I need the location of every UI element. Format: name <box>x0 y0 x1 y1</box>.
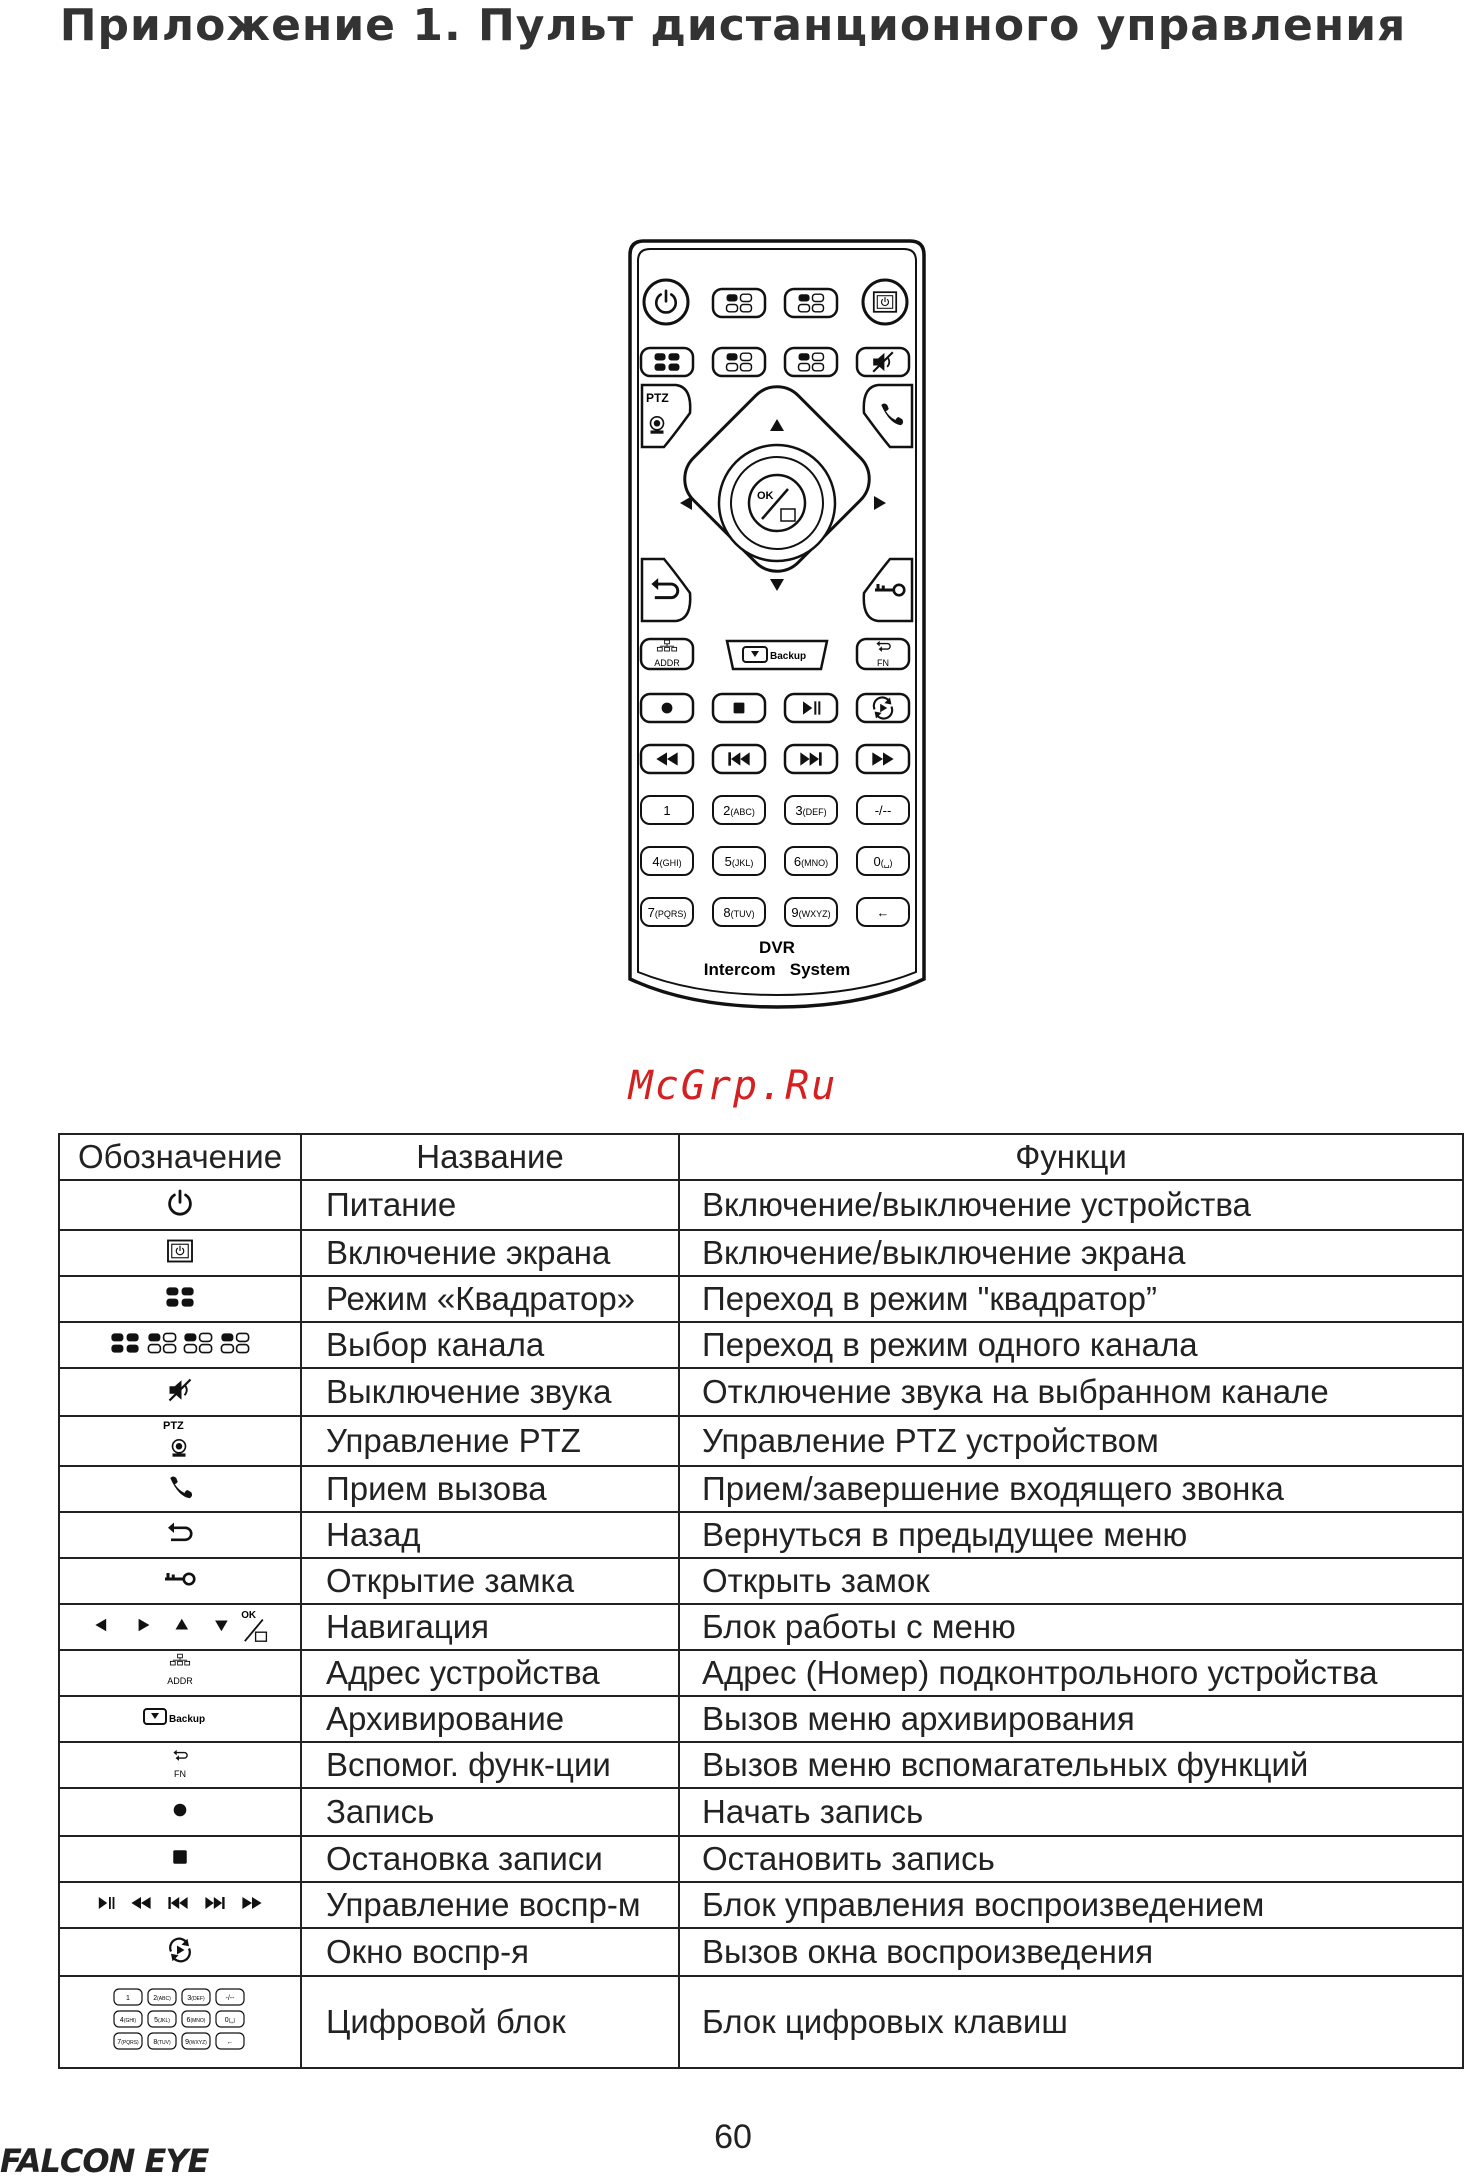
button-function: Управление PTZ устройством <box>679 1416 1463 1466</box>
svg-text:1: 1 <box>126 1994 130 2002</box>
button-name: Вспомог. функ-ции <box>301 1742 679 1788</box>
key-main-label: ← <box>876 905 890 920</box>
svg-text:-/--: -/-- <box>225 1994 235 2002</box>
key-main-label: 6 <box>793 854 802 869</box>
record-icon <box>59 1788 301 1836</box>
button-name: Назад <box>301 1512 679 1558</box>
table-row <box>59 1976 1463 2068</box>
svg-text:FN: FN <box>877 658 889 668</box>
key-sub-label: (DEF) <box>802 807 827 817</box>
playback-control-icons <box>59 1882 301 1928</box>
svg-text:PTZ: PTZ <box>163 1419 184 1432</box>
table-row <box>59 1512 1463 1558</box>
button-function: Открыть замок <box>679 1558 1463 1604</box>
svg-text:FN: FN <box>174 1768 186 1779</box>
button-name: Выключение звука <box>301 1368 679 1416</box>
table-row <box>59 1230 1463 1276</box>
key-sub-label: (␣) <box>880 858 893 868</box>
phone-icon <box>59 1466 301 1512</box>
fast-forward-button[interactable] <box>857 745 909 773</box>
backup-button[interactable] <box>727 641 827 669</box>
key-sub-label: (GHI) <box>659 858 682 868</box>
button-name: Управление воспр-м <box>301 1882 679 1928</box>
table-row <box>59 1836 1463 1882</box>
table-row <box>59 1558 1463 1604</box>
screen-power-button[interactable] <box>863 280 907 324</box>
numeric-key[interactable] <box>857 796 909 824</box>
svg-text:6(MNO): 6(MNO) <box>186 2016 206 2024</box>
next-button[interactable] <box>785 745 837 773</box>
table-row <box>59 1928 1463 1976</box>
svg-text:OK: OK <box>757 490 774 502</box>
navigation-icons <box>59 1604 301 1650</box>
key-main-label: 2 <box>723 803 731 818</box>
svg-text:-/-- <box>875 803 892 818</box>
table-row <box>59 1742 1463 1788</box>
numeric-key[interactable] <box>785 898 837 926</box>
numeric-key[interactable] <box>713 847 765 875</box>
rewind-button[interactable] <box>641 745 693 773</box>
key-main-label: 3 <box>795 803 803 818</box>
quad-mode-button[interactable] <box>641 348 693 376</box>
remote-brand-intercom: Intercom System <box>703 960 851 979</box>
button-name: Архивирование <box>301 1696 679 1742</box>
previous-button[interactable] <box>713 745 765 773</box>
button-function: Отключение звука на выбранном канале <box>679 1368 1463 1416</box>
key-icon <box>59 1558 301 1604</box>
key-main-label: -/-- <box>874 803 892 818</box>
screen-power-icon <box>59 1230 301 1276</box>
playback-window-button[interactable] <box>857 694 909 722</box>
table-row <box>59 1650 1463 1696</box>
brand-logo: FALCON EYE <box>0 2142 209 2180</box>
svg-text:Backup: Backup <box>770 651 807 662</box>
numeric-key[interactable] <box>641 898 693 926</box>
channel-button-c[interactable] <box>713 348 765 376</box>
button-function: Прием/завершение входящего звонка <box>679 1466 1463 1512</box>
button-function: Включение/выключение устройства <box>679 1180 1463 1230</box>
key-sub-label: (MNO) <box>801 858 829 868</box>
svg-text:2(ABC): 2(ABC) <box>153 1994 171 2002</box>
key-main-label: 5 <box>724 854 732 869</box>
table-header-row <box>59 1134 1463 1180</box>
button-name: Открытие замка <box>301 1558 679 1604</box>
svg-text:←: ← <box>226 2038 234 2046</box>
table-row <box>59 1696 1463 1742</box>
numeric-key[interactable] <box>785 796 837 824</box>
table-row <box>59 1322 1463 1368</box>
key-sub-label: (TUV) <box>730 909 755 919</box>
numeric-key[interactable] <box>857 847 909 875</box>
button-function: Вызов окна воспроизведения <box>679 1928 1463 1976</box>
key-sub-label: (WXYZ) <box>798 909 831 919</box>
button-function: Адрес (Номер) подконтрольного устройства <box>679 1650 1463 1696</box>
numeric-key[interactable] <box>641 796 693 824</box>
header-symbol: Обозначение <box>59 1134 301 1180</box>
fn-icon <box>59 1742 301 1788</box>
stop-icon <box>59 1836 301 1882</box>
key-main-label: 1 <box>663 803 671 818</box>
table-row <box>59 1368 1463 1416</box>
button-name: Адрес устройства <box>301 1650 679 1696</box>
power-icon <box>59 1180 301 1230</box>
button-function: Остановить запись <box>679 1836 1463 1882</box>
button-function: Блок управления воспроизведением <box>679 1882 1463 1928</box>
key-main-label: 7 <box>647 905 655 920</box>
svg-text:1 <box>663 803 670 818</box>
channel-select-icons <box>59 1322 301 1368</box>
playback-window-icon <box>59 1928 301 1976</box>
button-name: Цифровой блок <box>301 1976 679 2068</box>
button-name: Управление PTZ <box>301 1416 679 1466</box>
button-function: Переход в режим "квадратор” <box>679 1276 1463 1322</box>
numeric-key[interactable] <box>857 898 909 926</box>
svg-text:ADDR: ADDR <box>654 658 680 668</box>
svg-text:0(␣): 0(␣) <box>224 2016 236 2024</box>
power-button[interactable] <box>644 280 688 324</box>
remote-brand-dvr: DVR <box>759 938 795 957</box>
button-function: Вызов меню вспомагательных функций <box>679 1742 1463 1788</box>
key-sub-label: (JKL) <box>731 858 754 868</box>
key-main-label: 0 <box>873 854 881 869</box>
table-row <box>59 1276 1463 1322</box>
page-number: 60 <box>714 2118 752 2156</box>
key-main-label: 9 <box>791 905 799 920</box>
numeric-key[interactable] <box>713 796 765 824</box>
button-name: Окно воспр-я <box>301 1928 679 1976</box>
svg-text:← <box>877 905 890 920</box>
remote-control-figure <box>624 237 930 1009</box>
addr-button[interactable] <box>641 639 693 669</box>
key-main-label: 4 <box>652 854 660 869</box>
button-reference-table <box>58 1133 1464 2069</box>
button-name: Прием вызова <box>301 1466 679 1512</box>
key-main-label: 8 <box>723 905 731 920</box>
header-function: Функци <box>679 1134 1463 1180</box>
table-row <box>59 1882 1463 1928</box>
watermark: McGrp.Ru <box>628 1063 838 1109</box>
header-name: Название <box>301 1134 679 1180</box>
key-sub-label: (ABC) <box>730 807 755 817</box>
svg-text:5(JKL): 5(JKL) <box>154 2016 170 2024</box>
button-name: Режим «Квадратор» <box>301 1276 679 1322</box>
channel-button-d[interactable] <box>785 348 837 376</box>
button-function: Переход в режим одного канала <box>679 1322 1463 1368</box>
svg-text:4(GHI): 4(GHI) <box>119 2016 137 2024</box>
addr-icon <box>59 1650 301 1696</box>
page-title: Приложение 1. Пульт дистанционного управления <box>59 0 1407 51</box>
button-name: Запись <box>301 1788 679 1836</box>
table-row <box>59 1180 1463 1230</box>
button-name: Навигация <box>301 1604 679 1650</box>
table-row <box>59 1604 1463 1650</box>
table-row <box>59 1788 1463 1836</box>
fn-button[interactable] <box>857 639 909 669</box>
button-function: Вызов меню архивирования <box>679 1696 1463 1742</box>
play-pause-button[interactable] <box>785 694 837 722</box>
button-function: Вернуться в предыдущее меню <box>679 1512 1463 1558</box>
button-name: Питание <box>301 1180 679 1230</box>
ptz-camera-icon <box>59 1416 301 1466</box>
backup-icon <box>59 1696 301 1742</box>
numeric-key[interactable] <box>641 847 693 875</box>
svg-text:8(TUV): 8(TUV) <box>153 2038 171 2046</box>
button-function: Блок работы с меню <box>679 1604 1463 1650</box>
numeric-key[interactable] <box>713 898 765 926</box>
quad-mode-icon <box>59 1276 301 1322</box>
svg-text:ADDR: ADDR <box>167 1675 193 1686</box>
table-row <box>59 1466 1463 1512</box>
svg-text:3(DEF): 3(DEF) <box>187 1994 205 2002</box>
svg-text:Backup: Backup <box>169 1713 206 1725</box>
record-button[interactable] <box>641 694 693 722</box>
table-row <box>59 1416 1463 1466</box>
button-function: Включение/выключение экрана <box>679 1230 1463 1276</box>
channel-button-b[interactable] <box>785 289 837 317</box>
mute-icon <box>59 1368 301 1416</box>
key-sub-label: (PQRS) <box>654 909 687 919</box>
back-icon <box>59 1512 301 1558</box>
svg-text:PTZ: PTZ <box>646 391 669 405</box>
button-name: Выбор канала <box>301 1322 679 1368</box>
numeric-key[interactable] <box>785 847 837 875</box>
svg-text:7(PQRS): 7(PQRS) <box>117 2038 139 2046</box>
channel-button-a[interactable] <box>713 289 765 317</box>
mute-button[interactable] <box>857 348 909 376</box>
button-name: Остановка записи <box>301 1836 679 1882</box>
svg-text:9(WXYZ): 9(WXYZ) <box>185 2038 207 2046</box>
button-function: Начать запись <box>679 1788 1463 1836</box>
stop-button[interactable] <box>713 694 765 722</box>
button-function: Блок цифровых клавиш <box>679 1976 1463 2068</box>
button-name: Включение экрана <box>301 1230 679 1276</box>
numeric-keypad-icon <box>59 1976 301 2068</box>
